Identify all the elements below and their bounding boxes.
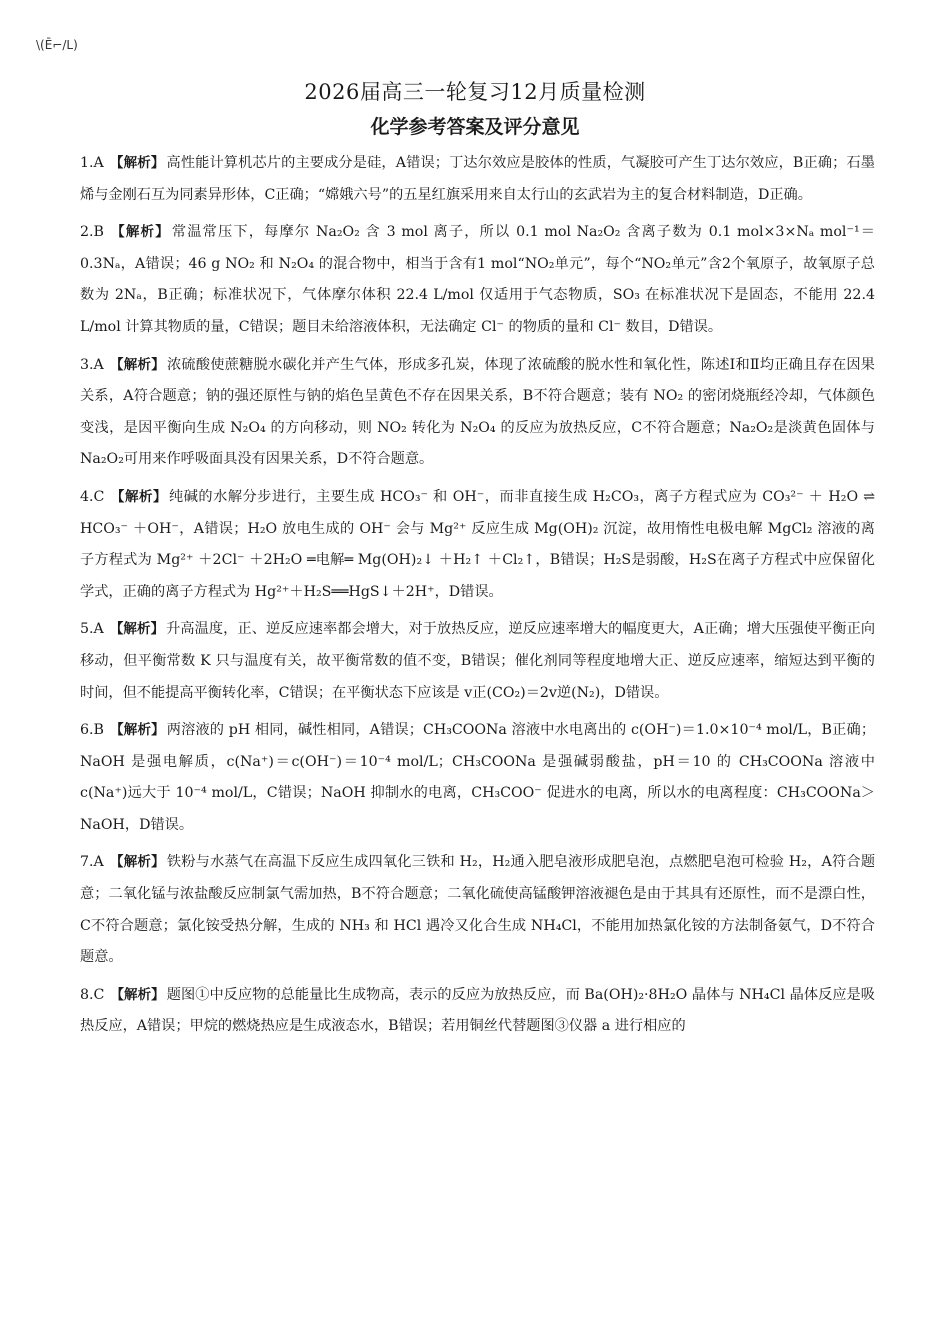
- answer-item-7: [80, 847, 875, 973]
- analysis-tag: 【解析】: [109, 155, 165, 171]
- page-title: 2026届高三一轮复习12月质量检测: [304, 80, 646, 104]
- answer-number: 8.C: [80, 986, 105, 1003]
- answer-item-5: [80, 614, 875, 709]
- analysis-tag: 【解析】: [109, 621, 165, 638]
- analysis-text: 常温常压下，每摩尔 Na₂O₂ 含 3 mol 离子，所以 0.1 mol Na₂O₂ 含离子数为 0.1 mol×3×Nₐ mol⁻¹＝0.3Nₐ，A错误；46 g NO₂ 和 N₂O₄ 的混合物中，相当于含有1 mol“NO₂单元”，每个“NO₂单元”含2个氧原子，故氧原子总数为 2Nₐ，B正确；标准状况下，气体摩尔体积 22.4 L/mol 仅适用于气态物质，SO₃ 在标准状况下是固态，不能用 22.4 L/mol 计算其物质的量，C错误；题目未给溶液体积，无法确定 Cl⁻ 的物质的量和 Cl⁻ 数目，D错误。: [80, 224, 875, 335]
- analysis-tag: 【解析】: [109, 854, 165, 871]
- analysis-text: 两溶液的 pH 相同，碱性相同，A错误；CH₃COONa 溶液中水电离出的 c(OH⁻)＝1.0×10⁻⁴ mol/L，B正确；NaOH 是强电解质，c(Na⁺)＝c(OH⁻)＝10⁻⁴ mol/L；CH₃COONa 是强碱弱酸盐，pH＝10 的 CH₃COONa 溶液中 c(Na⁺)远大于 10⁻⁴ mol/L，C错误；NaOH 抑制水的电离，CH₃COO⁻ 促进水的电离，所以水的电离程度：CH₃COONa＞NaOH，D错误。: [80, 722, 876, 833]
- analysis-tag: 【解析】: [110, 986, 165, 1003]
- answer-item-8: [80, 980, 875, 1043]
- answer-item-3: [80, 350, 875, 476]
- answer-number: 1.A: [80, 155, 104, 171]
- answer-number: 4.C: [80, 488, 105, 505]
- analysis-tag: 【解析】: [110, 488, 168, 505]
- page-subtitle: 化学参考答案及评分意见: [370, 116, 580, 138]
- answer-number: 2.B: [80, 224, 104, 241]
- analysis-text: 高性能计算机芯片的主要成分是硅，A错误；丁达尔效应是胶体的性质，气凝胶可产生丁达尔效应，B正确；石墨烯与金刚石互为同素异形体，C正确；“嫦娥六号”的五星红旗采用来自太行山的玄武岩为主的复合材料制造，D正确。: [80, 155, 875, 203]
- analysis-text: 浓硫酸使蔗糖脱水碳化并产生气体，形成多孔炭，体现了浓硫酸的脱水性和氧化性，陈述Ⅰ和Ⅱ均正确且存在因果关系，A符合题意；钠的强还原性与钠的焰色呈黄色不存在因果关系，B不符合题意；装有 NO₂ 的密闭烧瓶经冷却，气体颜色变浅，是因平衡向生成 N₂O₄ 的方向移动，则 NO₂ 转化为 N₂O₄ 的反应为放热反应，C不符合题意；Na₂O₂是淡黄色固体与 Na₂O₂可用来作呼吸面具没有因果关系，D不符合题意。: [80, 356, 875, 468]
- analysis-tag: 【解析】: [109, 224, 170, 241]
- answer-item-4: [80, 482, 875, 608]
- analysis-text: 纯碱的水解分步进行，主要生成 HCO₃⁻ 和 OH⁻，而非直接生成 H₂CO₃，离子方程式应为 CO₃²⁻ ＋ H₂O ⇌ HCO₃⁻ ＋OH⁻，A错误；H₂O 放电生成的 OH⁻ 会与 Mg²⁺ 反应生成 Mg(OH)₂ 沉淀，故用惰性电极电解 MgCl₂ 溶液的离子方程式为 Mg²⁺ ＋2Cl⁻ ＋2H₂O ═电解═ Mg(OH)₂↓ ＋H₂↑ ＋Cl₂↑，B错误；H₂S是弱酸，H₂S在离子方程式中应保留化学式，正确的离子方程式为 Hg²⁺＋H₂S══HgS↓＋2H⁺，D错误。: [80, 488, 875, 600]
- answer-item-1: [80, 148, 875, 211]
- answer-item-2: [80, 217, 875, 343]
- answer-item-6: [80, 715, 875, 841]
- answer-number: 6.B: [80, 722, 104, 739]
- corner-mark: \(Ē⌐/L): [36, 38, 78, 52]
- analysis-tag: 【解析】: [109, 356, 165, 373]
- analysis-tag: 【解析】: [109, 722, 165, 739]
- answer-number: 5.A: [80, 621, 104, 638]
- analysis-text: 升高温度，正、逆反应速率都会增大，对于放热反应，逆反应速率增大的幅度更大，A正确；增大压强使平衡正向移动，但平衡常数 K 只与温度有关，故平衡常数的值不变，B错误；催化剂同等程度地增大正、逆反应速率，缩短达到平衡的时间，但不能提高平衡转化率，C错误；在平衡状态下应该是 v正(CO₂)＝2v逆(N₂)，D错误。: [80, 621, 876, 701]
- analysis-text: 题图①中反应物的总能量比生成物高，表示的反应为放热反应，而 Ba(OH)₂·8H₂O 晶体与 NH₄Cl 晶体反应是吸热反应，A错误；甲烷的燃烧热应是生成液态水，B错误；若用铜丝代替题图③仪器 a 进行相应的: [80, 986, 875, 1035]
- answer-number: 7.A: [80, 854, 104, 871]
- answer-list: [80, 148, 875, 1049]
- answer-number: 3.A: [80, 356, 104, 373]
- analysis-text: 铁粉与水蒸气在高温下反应生成四氧化三铁和 H₂，H₂通入肥皂液形成肥皂泡，点燃肥皂泡可检验 H₂，A符合题意；二氧化锰与浓盐酸反应制氯气需加热，B不符合题意；二氧化硫使高锰酸钾溶液褪色是由于其具有还原性，而不是漂白性，C不符合题意；氯化铵受热分解，生成的 NH₃ 和 HCl 遇冷又化合生成 NH₄Cl，不能用加热氯化铵的方法制备氨气，D不符合题意。: [80, 854, 876, 966]
